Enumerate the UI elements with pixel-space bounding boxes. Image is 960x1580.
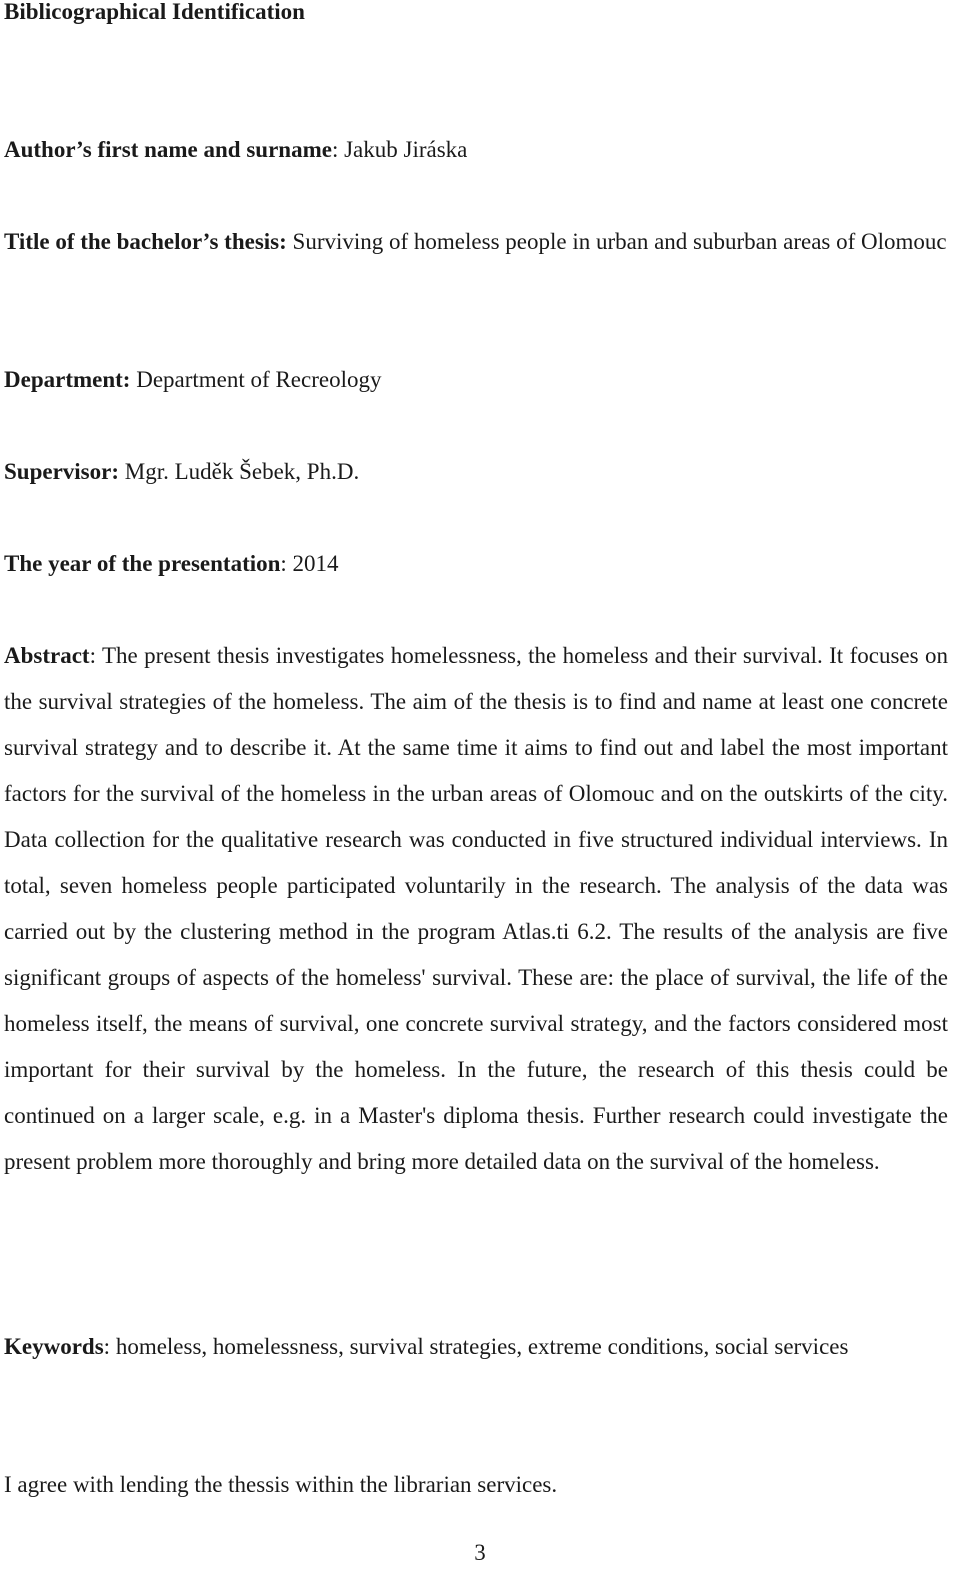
year-label: The year of the presentation: [4, 551, 281, 576]
author-field: [4, 127, 948, 173]
department-label: Department:: [4, 367, 131, 392]
author-label: Author’s first name and surname: [4, 137, 332, 162]
year-value: 2014: [292, 551, 339, 576]
keywords-label: Keywords: [4, 1334, 104, 1359]
abstract-sep: :: [89, 643, 102, 668]
keywords-value: homeless, homelessness, survival strategies, extreme conditions, social services: [115, 1334, 849, 1359]
abstract-text: The present thesis investigates homelessness, the homeless and their survival. It focuses on the survival strategies of the homeless. The aim of the thesis is to find and name at least one concrete survival strategy and to describe it. At the same time it aims to find out and label the most important factors for the survival of the homeless in the urban areas of Olomouc and on the outskirts of the city. Data collection for the qualitative research was conducted in five structured individual interviews. In total, seven homeless people participated voluntarily in the research. The analysis of the data was carried out by the clustering method in the program Atlas.ti 6.2. The results of the analysis are five significant groups of aspects of the homeless' survival. These are: the place of survival, the life of the homeless itself, the means of survival, one concrete survival strategy, and the factors considered most important for their survival by the homeless. In the future, the research of this thesis could be continued on a larger scale, e.g. in a Master's diploma thesis. Further research could investigate the present problem more thoroughly and bring more detailed data on the survival of the homeless.: [4, 643, 948, 1174]
author-value: Jakub Jiráska: [344, 137, 468, 162]
department-value: Department of Recreology: [136, 367, 382, 392]
thesis-title-value: Surviving of homeless people in urban and suburban areas of Olomouc: [292, 229, 947, 254]
supervisor-field: [4, 449, 948, 495]
abstract-label: Abstract: [4, 643, 90, 668]
keywords-field: [4, 1324, 948, 1370]
supervisor-value: Mgr. Luděk Šebek, Ph.D.: [124, 459, 360, 484]
document-heading: Biblicographical Identification: [4, 0, 305, 24]
author-sep: :: [331, 137, 345, 162]
supervisor-label: Supervisor:: [4, 459, 119, 484]
lending-agreement: I agree with lending the thessis within the librarian services.: [4, 1472, 558, 1497]
thesis-title-label: Title of the bachelor’s thesis:: [4, 229, 287, 254]
thesis-title-field: [4, 219, 948, 265]
year-sep: :: [280, 551, 293, 576]
year-field: [4, 541, 948, 587]
page-number: 3: [474, 1540, 486, 1565]
abstract-field: [4, 633, 948, 1185]
department-field: [4, 357, 948, 403]
keywords-sep: :: [103, 1334, 116, 1359]
